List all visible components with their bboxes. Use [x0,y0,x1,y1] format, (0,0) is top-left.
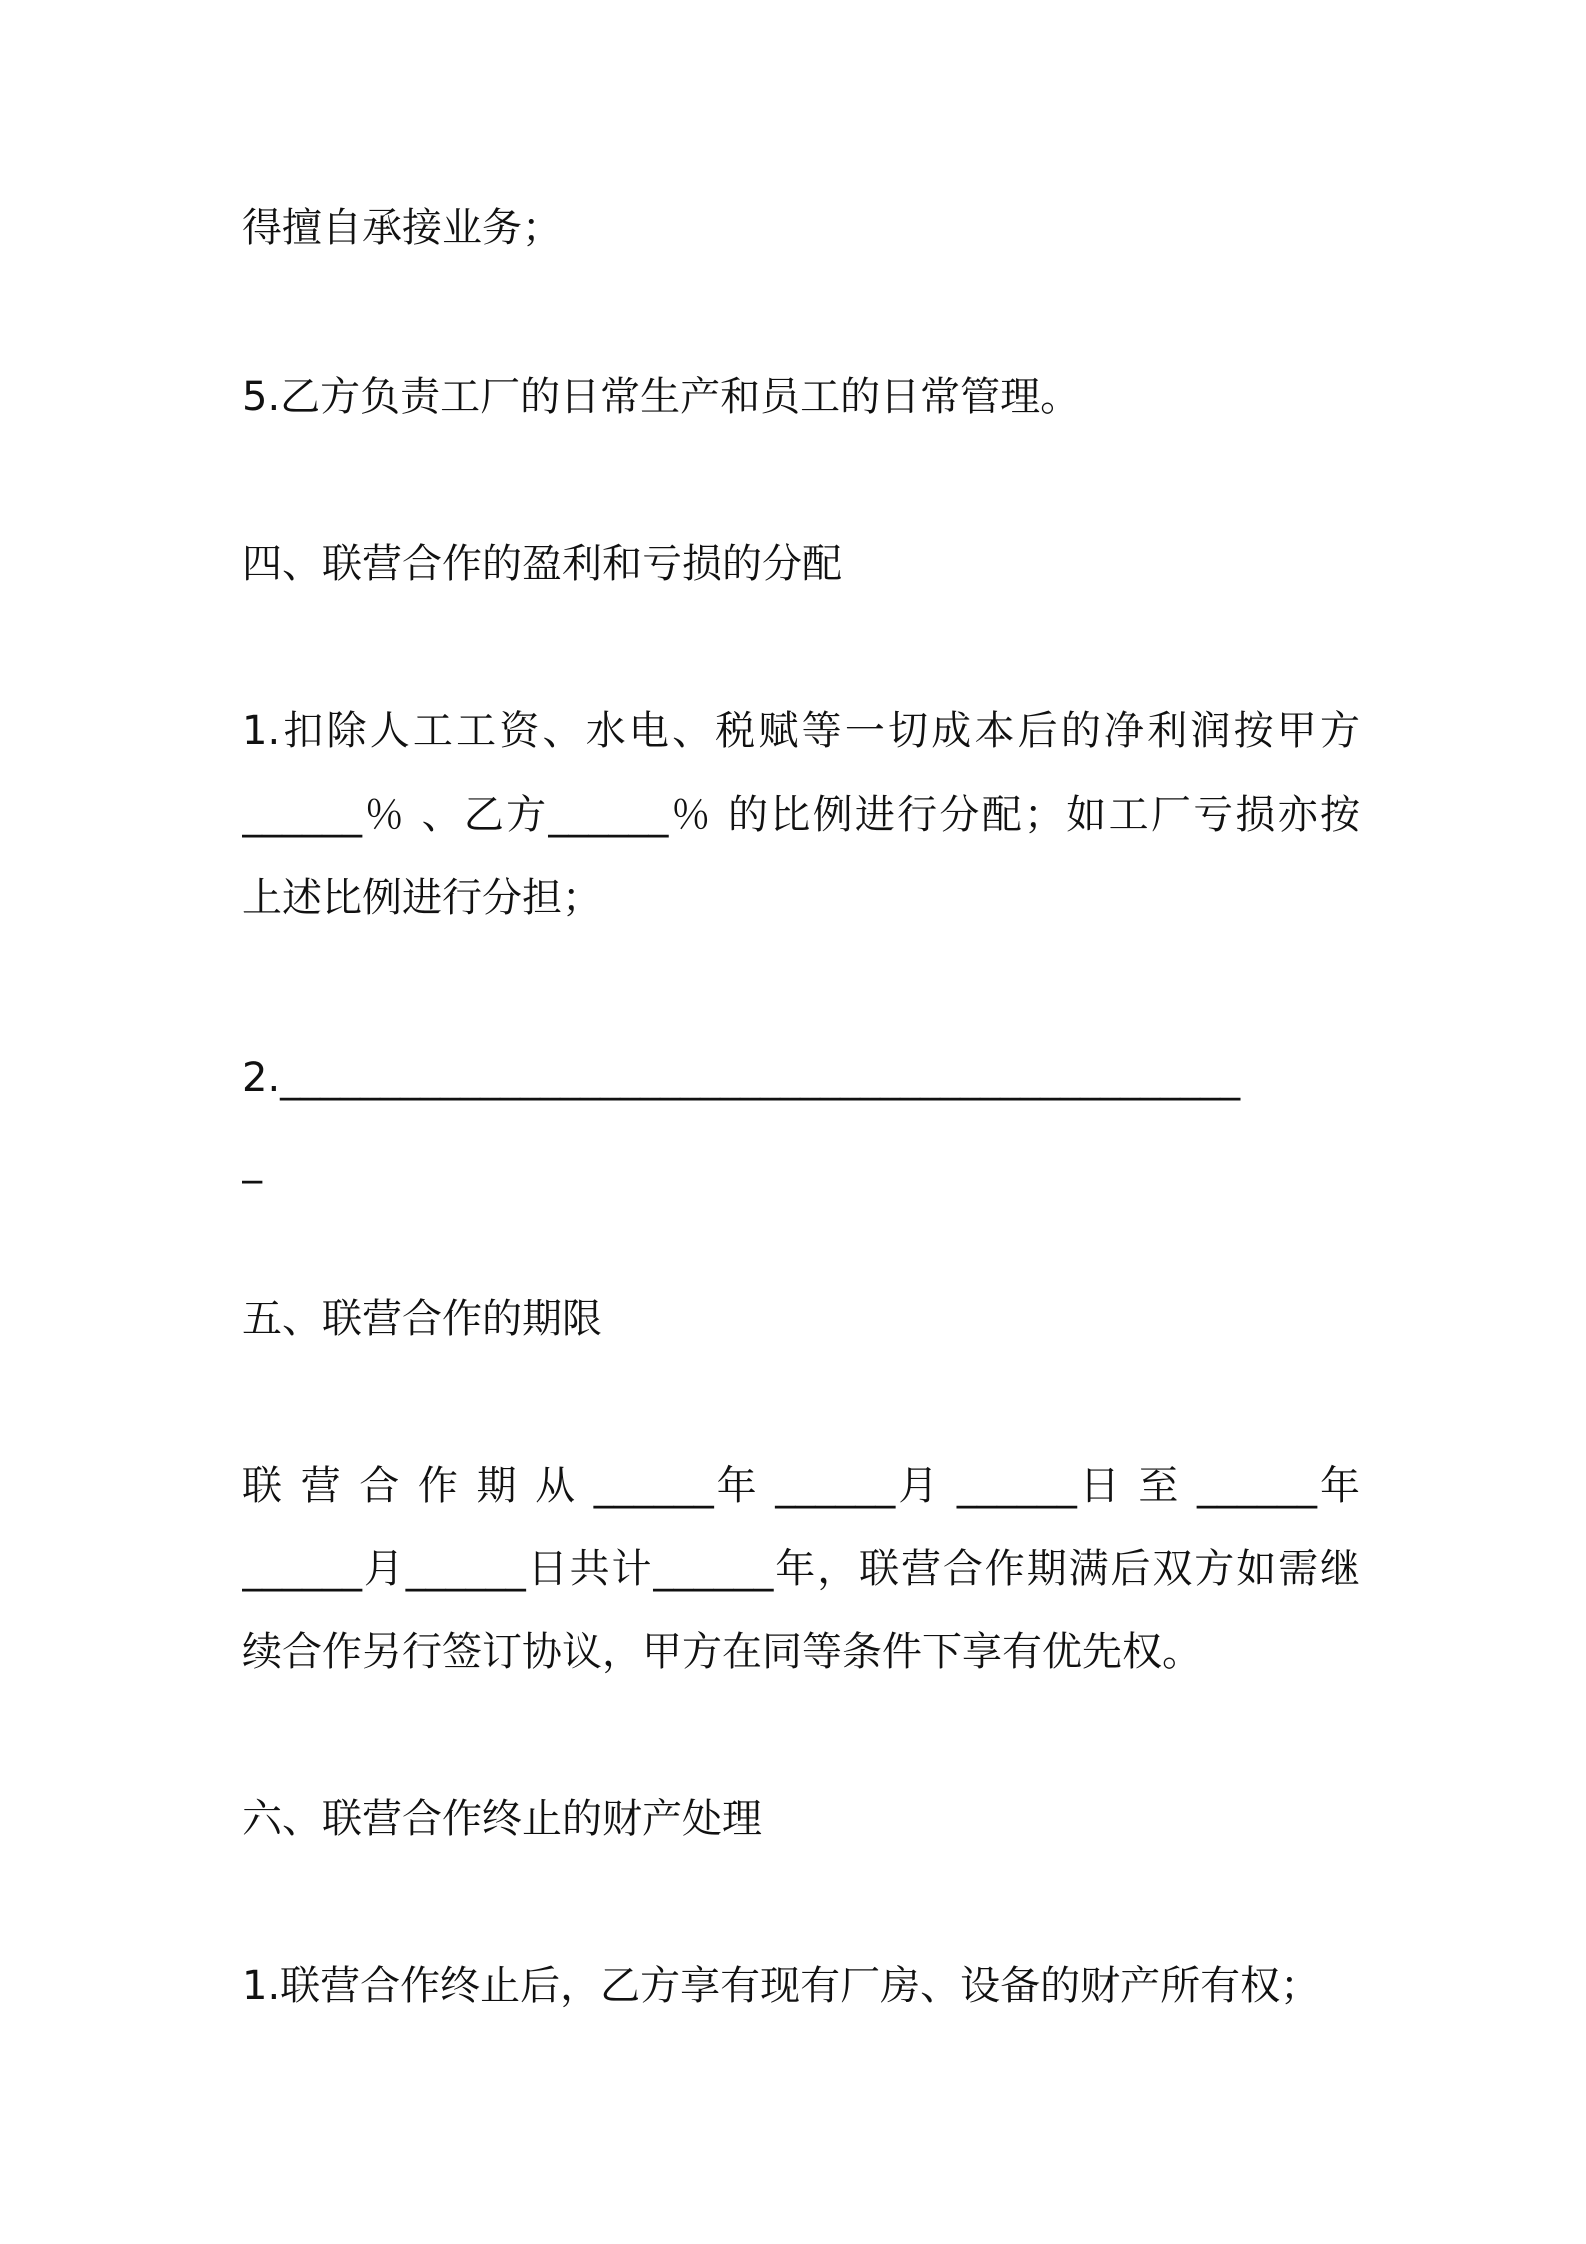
clause-item-5: 5.乙方负责工厂的日常生产和员工的日常管理。 [242,374,1081,420]
clause-item-2-blank: 2.________________________________________________ [242,1055,1241,1101]
section-heading-4: 四、联营合作的盈利和亏损的分配 [242,541,842,587]
section-heading-5: 五、联营合作的期限 [242,1296,602,1342]
paragraph-5-line-1: 联 营 合 作 期 从 ______年 ______月 ______日 至 ______年 [242,1463,1360,1509]
section-heading-6: 六、联营合作终止的财产处理 [242,1796,762,1842]
paragraph-4-1-line-2: ______％ 、乙方______％ 的比例进行分配；如工厂亏损亦按 [242,792,1360,838]
paragraph-4-1-line-1: 1.扣除人工工资、水电、税赋等一切成本后的净利润按甲方 [242,708,1360,754]
clause-continuation-text: 得擅自承接业务； [242,205,562,251]
paragraph-4-1-line-3: 上述比例进行分担； [242,875,602,921]
clause-item-2-blank-continuation: _ [242,1138,262,1184]
paragraph-5-line-2: ______月______日共计______年，联营合作期满后双方如需继 [242,1546,1360,1592]
paragraph-5-line-3: 续合作另行签订协议，甲方在同等条件下享有优先权。 [242,1629,1202,1675]
clause-6-item-1: 1.联营合作终止后，乙方享有现有厂房、设备的财产所有权； [242,1963,1321,2009]
